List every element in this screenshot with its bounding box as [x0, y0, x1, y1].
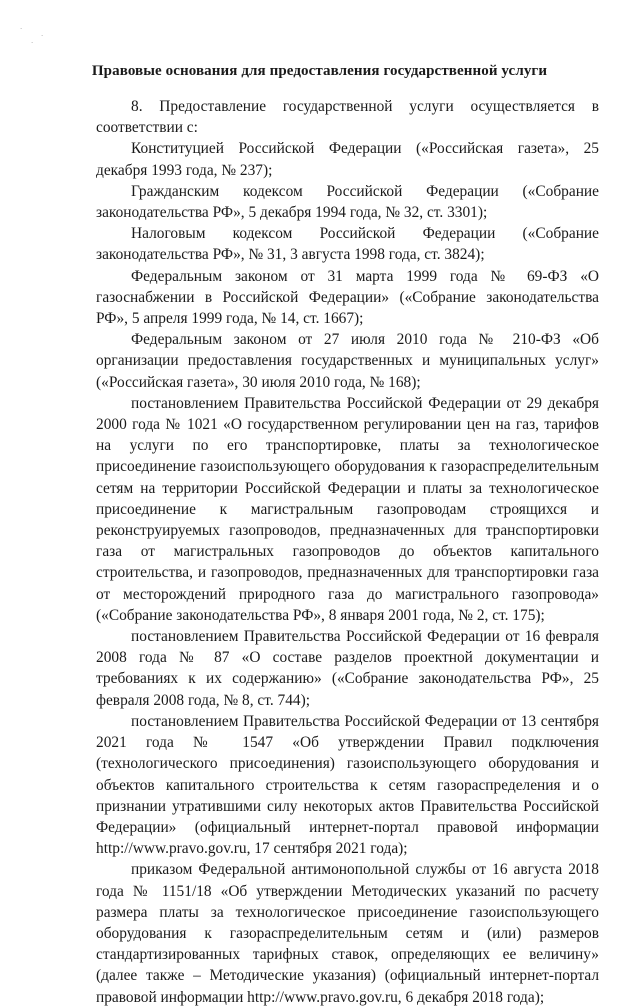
paragraph-order-1151: приказом Федеральной антимонопольной службы от 16 августа 2018 года № 1151/18 «Об утверждении Методических указаний по расчету размера платы за технологическое присоединение газоиспользующего оборудования к газораспределительным сетям и (или) размеров стандартизированных тарифных ставок, определяющих ее величину» (далее также – Методические указания) (официальный интернет-портал правовой информации http://www.pravo.gov.ru, 6 декабря 2018 года);	[96, 861, 599, 1006]
paragraph-decree-87: постановлением Правительства Российской Федерации от 16 февраля 2008 года № 87 «О составе разделов проектной документации и требованиях к их содержанию» («Собрание законодательства РФ», 25 февраля 2008 года, № 8, ст. 744);	[96, 628, 599, 709]
scan-speck: ·	[20, 25, 23, 33]
paragraph-law-210fz: Федеральным законом от 27 июля 2010 года № 210-ФЗ «Об организации предоставления государственных и муниципальных услуг» («Российская газета», 30 июля 2010 года, № 168);	[96, 331, 599, 391]
page-title: Правовые основания для предоставления государственной услуги	[91, 63, 548, 79]
paragraph-law-69fz: Федеральным законом от 31 марта 1999 года № 69-ФЗ «О газоснабжении в Российской Федерации» («Собрание законодательства РФ», 5 апреля 1999 года, № 14, ст. 1667);	[96, 267, 599, 328]
scan-speck: ·	[41, 32, 44, 40]
paragraph-decree-1021: постановлением Правительства Российской Федерации от 29 декабря 2000 года № 1021 «О государственном регулировании цен на газ, тарифов на услуги по его транспортировке, платы за технологическое присоединение газоиспользующего оборудования к газораспределительным сетям на территории Российской Федерации и платы за технологическое присоединение к магистральным газопроводам строящихся и реконструируемых газопроводов, предназначенных для транспортировки газа от магистральных газопроводов до объектов капитального строительства, и газопроводов, предназначенных для транспортировки газа от месторождений природного газа до магистрального газопровода» («Собрание законодательства РФ», 8 января 2001 года, № 2, ст. 175);	[96, 394, 599, 624]
paragraph-decree-1547: постановлением Правительства Российской Федерации от 13 сентября 2021 года № 1547 «Об утверждении Правил подключения (технологического присоединения) газоиспользующего оборудования и объектов капитального строительства к сетям газораспределения и о признании утратившими силу некоторых актов Правительства Российской Федерации» (официальный интернет-портал правовой информации http://www.pravo.gov.ru, 17 сентября 2021 года);	[96, 712, 599, 858]
document-body	[96, 96, 599, 1008]
paragraph-intro: 8. Предоставление государственной услуги осуществляется в соответствии с:	[96, 98, 599, 137]
paragraph-civil-code: Гражданским кодексом Российской Федерации («Собрание законодательства РФ», 5 декабря 1994 года, № 32, ст. 3301);	[96, 182, 599, 222]
paragraph-constitution: Конституцией Российской Федерации («Российская газета», 25 декабря 1993 года, № 237);	[96, 140, 599, 179]
scan-speck: ·	[31, 39, 34, 47]
paragraph-tax-code: Налоговым кодексом Российской Федерации («Собрание законодательства РФ», № 31, 3 августа 1998 года, ст. 3824);	[96, 225, 599, 264]
